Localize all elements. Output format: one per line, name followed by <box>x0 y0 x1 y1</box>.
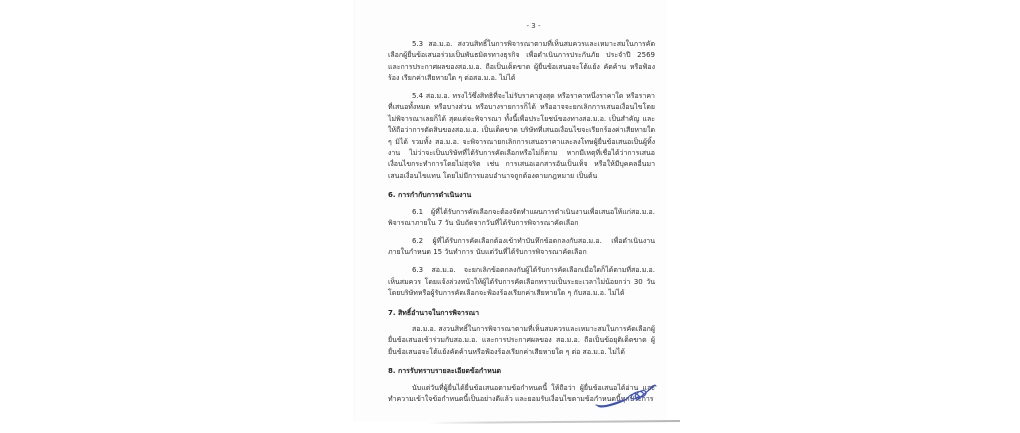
paragraph-6-3: 6.3 สอ.ม.อ. จะยกเลิกข้อตกลงกับผู้ได้รับการคัดเลือกเมื่อใดก็ได้ตามที่สอ.ม.อ. เห็นสมควร โดยแจ้งล่วงหน้าให้ผู้ได้รับการคัดเลือกทราบเป็นระยะเวลาไม่น้อยกว่า 30 วัน โดยบริษัทหรือผู้รับการคัดเลือกจะฟ้องร้องเรียกค่าเสียหายใด ๆ กับสอ.ม.อ. ไม่ได้ <box>388 266 655 298</box>
section-heading-8: 8. การรับทราบรายละเอียดข้อกำหนด <box>388 367 502 376</box>
page-number: - 3 - <box>526 22 541 30</box>
section-heading-7: 7. สิทธิ์อำนาจในการพิจารณา <box>388 308 480 317</box>
paragraph-5-4: 5.4 สอ.ม.อ. ทรงไว้ซึ่งสิทธิที่จะไม่รับราคาสูงสุด หรือราคาหนึ่งราคาใด หรือราคาที่เสนอทั้งหมด หรือบางส่วน หรือบางรายการก็ได้ หรืออาจจะยกเลิกการเสนอเงื่อนไขโดยไม่พิจารณาเลยก็ได้ สุดแต่จะพิจารณา ทั้งนี้เพื่อประโยชน์ของทางสอ.ม.อ. เป็นสำคัญ และให้ถือว่าการตัดสินของสอ.ม.อ. เป็นเด็ดขาด บริษัทที่เสนอเงื่อนไขจะเรียกร้องค่าเสียหายใด ๆ มิได้ รวมทั้ง สอ.ม.อ. จะพิจารณายกเลิกการเสนอราคาและลงโทษผู้ยื่นข้อเสนอเป็นผู้ทิ้งงาน ไม่ว่าจะเป็นบริษัทที่ได้รับการคัดเลือกหรือไม่ก็ตาม หากมีเหตุที่เชื่อได้ว่าการเสนอเงื่อนไขกระทำการโดยไม่สุจริต เช่น การเสนอเอกสารอันเป็นเท็จ หรือให้มีบุคคลอื่นมาเสนอเงื่อนไขแทน โดยไม่มีการมอบอำนาจถูกต้องตามกฎหมาย เป็นต้น <box>388 92 655 180</box>
paragraph-5-3: 5.3 สอ.ม.อ. สงวนสิทธิ์ในการพิจารณาตามที่เห็นสมควรและเหมาะสมในการคัดเลือกผู้ยื่นข้อเสนอร่วมเป็นพันธมิตรทางธุรกิจ เพื่อดำเนินการประกันภัย ประจำปี 2569 และการประกาศผลของสอ.ม.อ. ถือเป็นเด็ดขาด ผู้ยื่นข้อเสนอจะโต้แย้ง คัดค้าน หรือฟ้องร้อง เรียกค่าเสียหายใด ๆ ต่อสอ.ม.อ. ไม่ได้ <box>388 39 655 83</box>
signature <box>593 383 661 413</box>
paragraph-7: สอ.ม.อ. สงวนสิทธิ์ในการพิจารณาตามที่เห็นสมควรและเหมาะสมในการคัดเลือกผู้ยื่นข้อเสนอเข้าร่วมกับสอ.ม.อ. และการประกาศผลของ สอ.ม.อ. ถือเป็นข้อยุติเด็ดขาด ผู้ยื่นข้อเสนอจะโต้แย้งคัดค้านหรือฟ้องร้องเรียกค่าเสียหายใด ๆ ต่อ สอ.ม.อ. ไม่ได้ <box>388 324 655 356</box>
signature-ink-icon <box>593 383 661 413</box>
paragraph-6-2: 6.2 ผู้ที่ได้รับการคัดเลือกต้องเข้าทำบันทึกข้อตกลงกับสอ.ม.อ. เพื่อดำเนินงานภายในกำหนด 15 วันทำการ นับแต่วันที่ได้รับการพิจารณาคัดเลือก <box>388 237 655 257</box>
paragraph-6-1: 6.1 ผู้ที่ได้รับการคัดเลือกจะต้องจัดทำแผนการดำเนินงานเพื่อเสนอให้แก่สอ.ม.อ. พิจารณาภายใน 7 วัน นับถัดจากวันที่ได้รับการพิจารณาคัดเลือก <box>388 207 655 228</box>
section-heading-6: 6. การกำกับการดำเนินงาน <box>388 191 472 200</box>
document-text-block <box>355 0 665 405</box>
paragraph-8: นับแต่วันที่ผู้ยื่นได้ยื่นข้อเสนอตามข้อกำหนดนี้ ให้ถือว่า ผู้ยื่นข้อเสนอได้อ่าน และทำความเข้าใจข้อกำหนดนี้เป็นอย่างดีแล้ว และยอมรับเงื่อนไขตามข้อกำหนดนี้ทุกประการ <box>388 383 655 403</box>
scanned-document-page <box>355 0 665 421</box>
